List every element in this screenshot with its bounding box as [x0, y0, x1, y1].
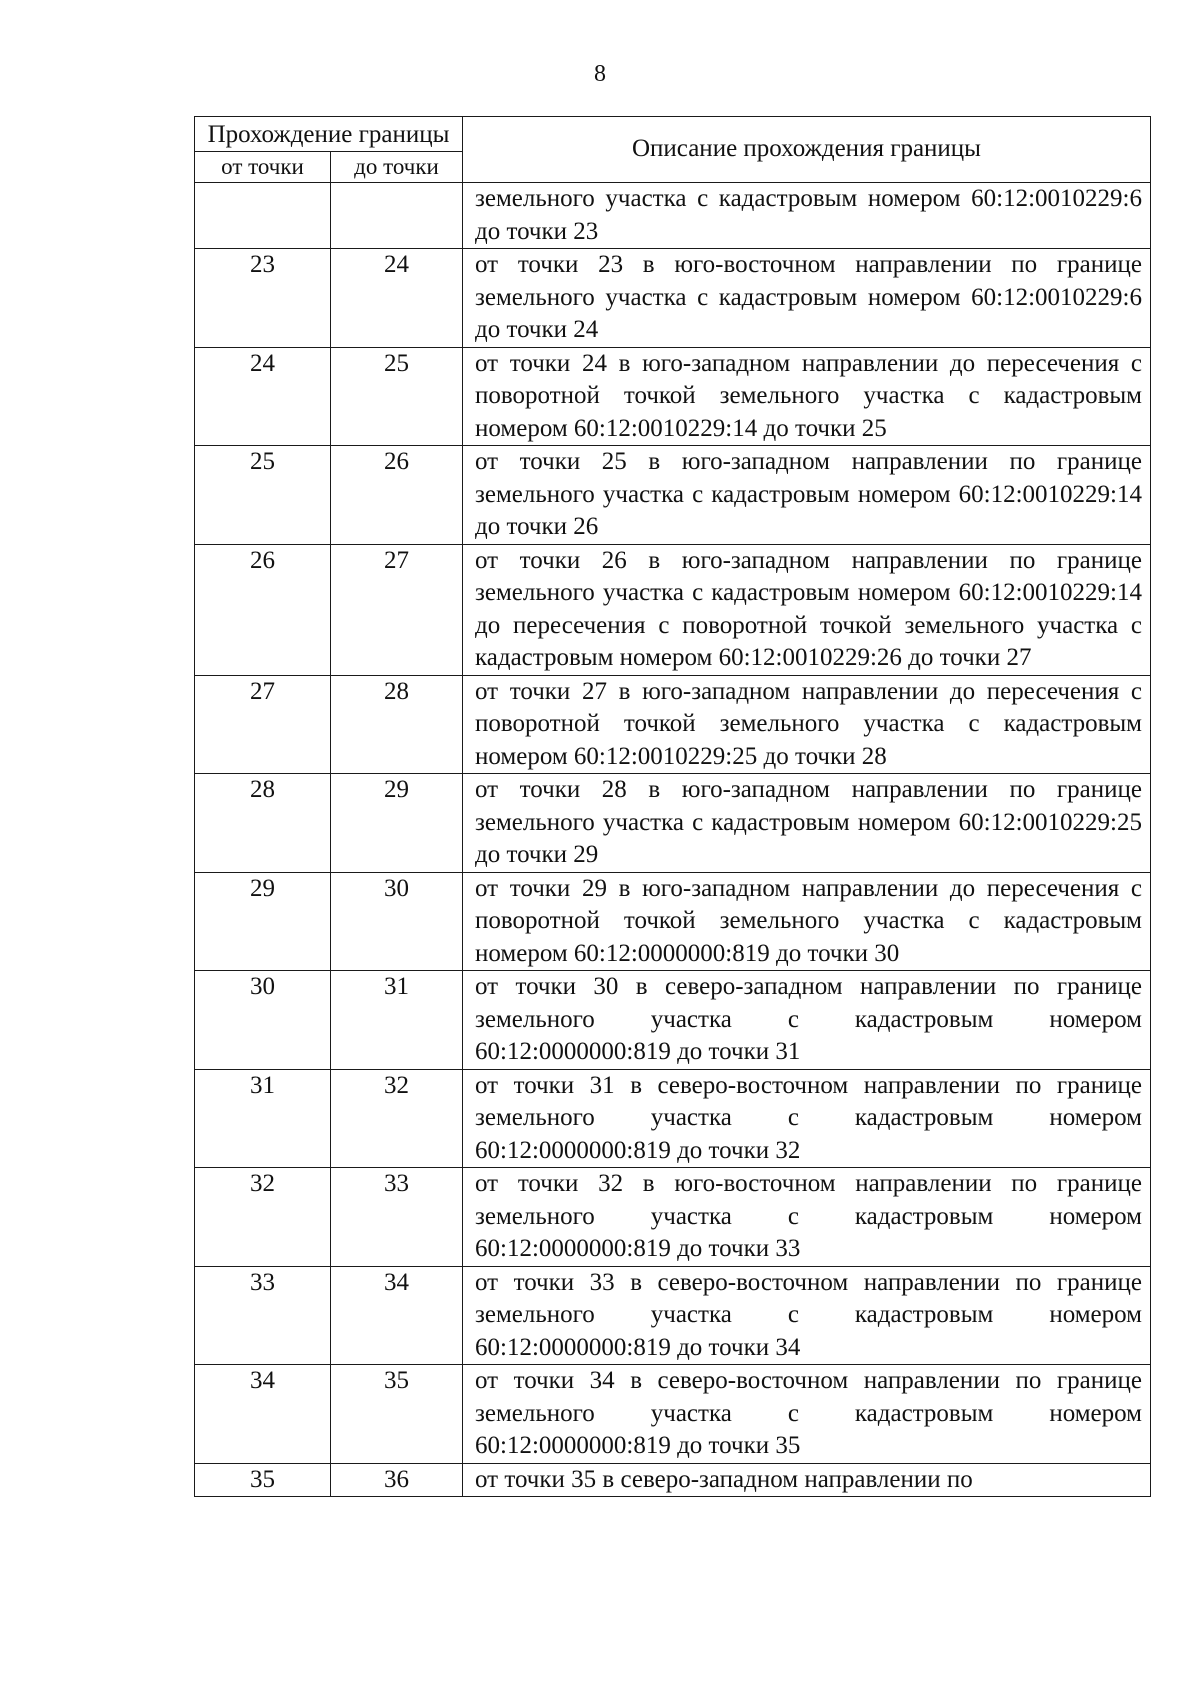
table-row — [195, 1266, 1151, 1365]
to-point-cell — [331, 183, 463, 249]
header-from-point: от точки — [195, 152, 331, 183]
from-point-cell: 28 — [195, 774, 331, 873]
to-point-cell: 27 — [331, 544, 463, 675]
from-point-cell: 27 — [195, 675, 331, 774]
table-row — [195, 774, 1151, 873]
to-point-cell: 34 — [331, 1266, 463, 1365]
description-cell: земельного участка с кадастровым номером 60:12:0010229:6 до точки 23 — [463, 183, 1151, 249]
table-row — [195, 249, 1151, 348]
to-point-cell: 30 — [331, 872, 463, 971]
boundary-table — [194, 116, 1151, 1497]
from-point-cell: 33 — [195, 1266, 331, 1365]
from-point-cell: 30 — [195, 971, 331, 1070]
description-cell: от точки 26 в юго-западном направлении по границе земельного участка с кадастровым номером 60:12:0010229:14 до пересечения с поворотной точкой земельного участка с кадастровым номером 60:12:0010229:26 до точки 27 — [463, 544, 1151, 675]
from-point-cell: 24 — [195, 347, 331, 446]
to-point-cell: 33 — [331, 1168, 463, 1267]
from-point-cell: 35 — [195, 1463, 331, 1497]
table-header — [195, 117, 1151, 183]
from-point-cell: 29 — [195, 872, 331, 971]
from-point-cell: 34 — [195, 1365, 331, 1464]
description-cell: от точки 27 в юго-западном направлении до пересечения с поворотной точкой земельного участка с кадастровым номером 60:12:0010229:25 до точки 28 — [463, 675, 1151, 774]
table-row — [195, 1069, 1151, 1168]
description-cell: от точки 35 в северо-западном направлении по — [463, 1463, 1151, 1497]
table-row — [195, 1365, 1151, 1464]
from-point-cell — [195, 183, 331, 249]
table-row — [195, 183, 1151, 249]
table-row — [195, 872, 1151, 971]
to-point-cell: 25 — [331, 347, 463, 446]
page-number: 8 — [594, 61, 606, 87]
to-point-cell: 29 — [331, 774, 463, 873]
table-body — [195, 183, 1151, 1497]
header-description: Описание прохождения границы — [463, 117, 1151, 183]
description-cell: от точки 34 в северо-восточном направлении по границе земельного участка с кадастровым номером 60:12:0000000:819 до точки 35 — [463, 1365, 1151, 1464]
table-row — [195, 1168, 1151, 1267]
to-point-cell: 35 — [331, 1365, 463, 1464]
from-point-cell: 26 — [195, 544, 331, 675]
from-point-cell: 23 — [195, 249, 331, 348]
description-cell: от точки 23 в юго-восточном направлении по границе земельного участка с кадастровым номером 60:12:0010229:6 до точки 24 — [463, 249, 1151, 348]
table-row — [195, 675, 1151, 774]
to-point-cell: 36 — [331, 1463, 463, 1497]
description-cell: от точки 33 в северо-восточном направлении по границе земельного участка с кадастровым номером 60:12:0000000:819 до точки 34 — [463, 1266, 1151, 1365]
to-point-cell: 32 — [331, 1069, 463, 1168]
to-point-cell: 28 — [331, 675, 463, 774]
description-cell: от точки 29 в юго-западном направлении до пересечения с поворотной точкой земельного участка с кадастровым номером 60:12:0000000:819 до точки 30 — [463, 872, 1151, 971]
to-point-cell: 26 — [331, 446, 463, 545]
description-cell: от точки 30 в северо-западном направлении по границе земельного участка с кадастровым номером 60:12:0000000:819 до точки 31 — [463, 971, 1151, 1070]
from-point-cell: 32 — [195, 1168, 331, 1267]
description-cell: от точки 31 в северо-восточном направлении по границе земельного участка с кадастровым номером 60:12:0000000:819 до точки 32 — [463, 1069, 1151, 1168]
header-to-point: до точки — [331, 152, 463, 183]
table-row — [195, 446, 1151, 545]
description-cell: от точки 28 в юго-западном направлении по границе земельного участка с кадастровым номером 60:12:0010229:25 до точки 29 — [463, 774, 1151, 873]
from-point-cell: 31 — [195, 1069, 331, 1168]
header-boundary-passage: Прохождение границы — [195, 117, 463, 152]
description-cell: от точки 32 в юго-восточном направлении по границе земельного участка с кадастровым номером 60:12:0000000:819 до точки 33 — [463, 1168, 1151, 1267]
table-row — [195, 1463, 1151, 1497]
table-row — [195, 971, 1151, 1070]
description-cell: от точки 25 в юго-западном направлении по границе земельного участка с кадастровым номером 60:12:0010229:14 до точки 26 — [463, 446, 1151, 545]
from-point-cell: 25 — [195, 446, 331, 545]
table-row — [195, 347, 1151, 446]
to-point-cell: 31 — [331, 971, 463, 1070]
table-row — [195, 544, 1151, 675]
description-cell: от точки 24 в юго-западном направлении до пересечения с поворотной точкой земельного участка с кадастровым номером 60:12:0010229:14 до точки 25 — [463, 347, 1151, 446]
to-point-cell: 24 — [331, 249, 463, 348]
